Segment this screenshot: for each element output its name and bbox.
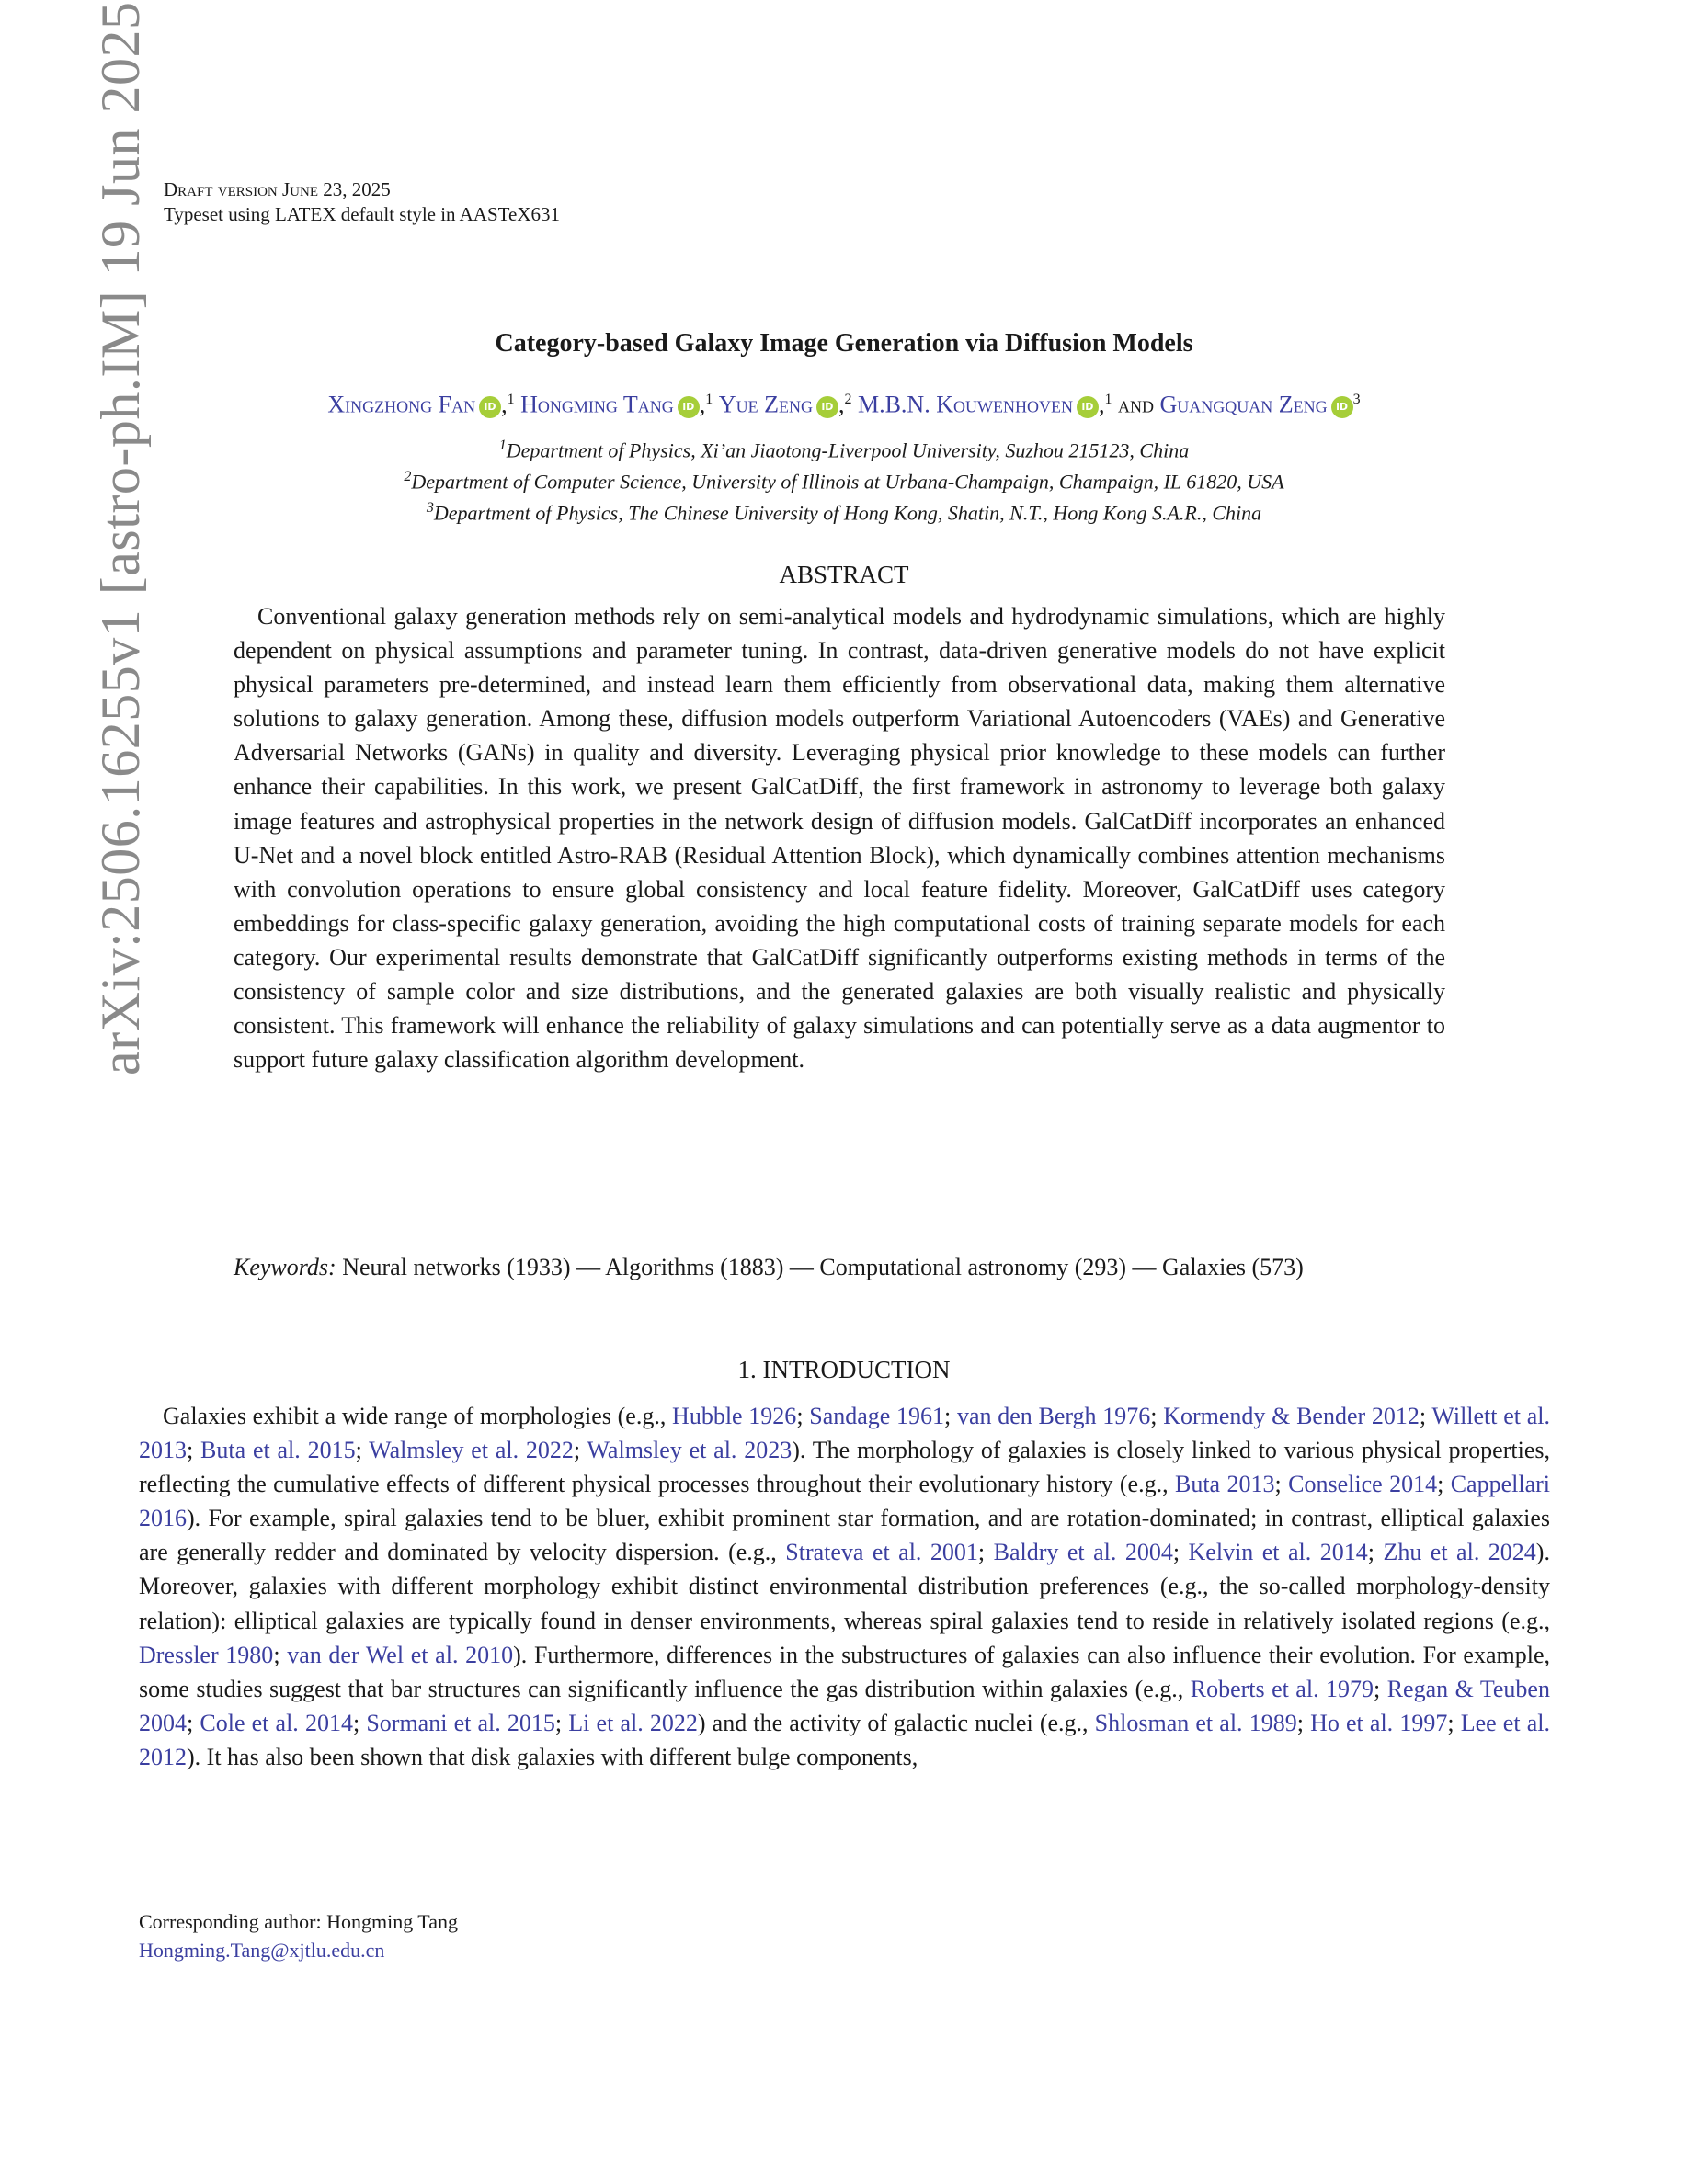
paragraph-text: ). Furthermore, differences in the substructures of galaxies can also influence their evolution. For example, some studies suggest that bar structures can significantly influence the gas distribution within galaxies (e.g., <box>139 1641 1550 1702</box>
author-name[interactable]: Hongming Tang <box>520 391 674 418</box>
keywords <box>234 1250 1445 1284</box>
affiliation <box>0 495 1688 527</box>
paragraph-text: ; <box>944 1403 957 1429</box>
paragraph-text: ; <box>573 1437 587 1464</box>
author-conjunction: and <box>1117 391 1154 418</box>
draft-version: Draft version June 23, 2025 <box>164 178 391 200</box>
paragraph-text: ; <box>796 1403 810 1429</box>
paragraph-text: ). For example, spiral galaxies tend to be bluer, exhibit prominent star formation, and are rotation-dominated; in contrast, elliptical galaxies are generally redder and dominated by velocity dispersion. (e.g., <box>139 1505 1550 1566</box>
citation-link[interactable]: Willett et al. 2013 <box>139 1403 1550 1464</box>
orcid-icon[interactable]: iD <box>1331 396 1353 418</box>
paragraph-text: ; <box>1447 1709 1461 1736</box>
paragraph-text: ). Moreover, galaxies with different morphology exhibit distinct environmental distribution preferences (e.g., the so-called morphology-density relation): elliptical galaxies are typically found in denser environments, whereas spiral galaxies tend to reside in relatively isolated regions (e.g., <box>139 1539 1550 1634</box>
paragraph-text: Galaxies exhibit a wide range of morphologies (e.g., <box>163 1403 673 1429</box>
section-heading-introduction: 1. INTRODUCTION <box>737 1356 951 1383</box>
affiliation-text: Department of Physics, Xi’an Jiaotong-Liverpool University, Suzhou 215123, China <box>506 438 1190 462</box>
citation-link[interactable]: Conselice 2014 <box>1288 1471 1438 1498</box>
citation-link[interactable]: van den Bergh 1976 <box>956 1403 1151 1429</box>
orcid-icon[interactable]: iD <box>816 396 838 418</box>
paragraph-text: ; <box>1374 1675 1387 1702</box>
author-name[interactable]: M.B.N. Kouwenhoven <box>857 391 1073 418</box>
citation-link[interactable]: Cole et al. 2014 <box>200 1709 353 1736</box>
citation-link[interactable]: Buta 2013 <box>1174 1471 1275 1498</box>
author-name[interactable]: Yue Zeng <box>718 391 813 418</box>
paragraph-text: ). The morphology of galaxies is closely linked to various physical properties, reflecting the cumulative effects of different physical processes throughout their evolutionary history (e.g., <box>139 1437 1550 1498</box>
paragraph-text: ; <box>1419 1403 1432 1429</box>
citation-link[interactable]: Baldry et al. 2004 <box>993 1539 1173 1566</box>
paragraph-text: ; <box>1172 1539 1189 1566</box>
paragraph-text: ; <box>1296 1709 1311 1736</box>
paragraph-text: ) and the activity of galactic nuclei (e.g., <box>697 1709 1095 1736</box>
citation-link[interactable]: Buta et al. 2015 <box>200 1437 356 1464</box>
citation-link[interactable]: Sandage 1961 <box>809 1403 945 1429</box>
citation-link[interactable]: Regan & Teuben 2004 <box>139 1675 1550 1736</box>
affiliation-marker: 3 <box>1352 392 1361 407</box>
affiliation-marker: 1 <box>507 392 515 407</box>
citation-link[interactable]: Walmsley et al. 2023 <box>587 1437 793 1464</box>
affiliation-marker: 2 <box>844 392 852 407</box>
author-name[interactable]: Guangquan Zeng <box>1159 391 1328 418</box>
affiliation-text: Department of Physics, The Chinese University of Hong Kong, Shatin, N.T., Hong Kong S.A.R., China <box>433 501 1262 525</box>
paragraph-text: ; <box>273 1641 288 1668</box>
citation-link[interactable]: Shlosman et al. 1989 <box>1094 1709 1297 1736</box>
author-list: Xingzhong Fan iD ,$^1$ Hongming Tang iD ,$^1$ Yue Zeng iD ,$^2$ M.B.N. Kouwenhoven iD ,$^1$ and Guangquan Zeng iD $^3$ <box>327 391 1361 418</box>
citation-link[interactable]: Strateva et al. 2001 <box>785 1539 978 1566</box>
affiliation-number: 1 <box>498 438 507 453</box>
keywords-label: Keywords: <box>234 1254 336 1280</box>
citation-link[interactable]: Lee et al. 2012 <box>139 1709 1550 1770</box>
orcid-icon[interactable]: iD <box>678 396 700 418</box>
typeset-note: Typeset using LATEX default style in AASTeX631 <box>164 203 561 225</box>
affiliation <box>0 432 1688 464</box>
abstract-text: Conventional galaxy generation methods rely on semi-analytical models and hydrodynamic simulations, which are highly dependent on physical assumptions and parameter tuning. In contrast, data-driven generative models do not have explicit physical parameters pre-determined, and instead learn them efficiently from observational data, making them alternative solutions to galaxy generation. Among these, diffusion models outperform Variational Autoencoders (VAEs) and Generative Adversarial Networks (GANs) in quality and diversity. Leveraging physical prior knowledge to these models can further enhance their capabilities. In this work, we present GalCatDiff, the first framework in astronomy to leverage both galaxy image features and astrophysical properties in the network design of diffusion models. GalCatDiff incorporates an enhanced U-Net and a novel block entitled Astro-RAB (Residual Attention Block), which dynamically combines attention mechanisms with convolution operations to ensure global consistency and local feature fidelity. Moreover, GalCatDiff uses category embeddings for class-specific galaxy generation, avoiding the high computational costs of training separate models for each category. Our experimental results demonstrate that GalCatDiff significantly outperforms existing methods in terms of the consistency of sample color and size distributions, and the generated galaxies are both visually realistic and physically consistent. This framework will enhance the reliability of galaxy simulations and can potentially serve as a data augmentor to support future galaxy classification algorithm development. <box>234 603 1445 1074</box>
paragraph-text: ; <box>1367 1539 1384 1566</box>
paragraph-text: ; <box>1150 1403 1164 1429</box>
affiliation-text: Department of Computer Science, University of Illinois at Urbana-Champaign, Champaign, IL 61820, USA <box>411 470 1284 494</box>
arxiv-identifier-stamp: arXiv:2506.16255v1 [astro-ph.IM] 19 Jun 2025 <box>90 1 151 1075</box>
paragraph-text: ; <box>1437 1471 1451 1498</box>
citation-link[interactable]: Zhu et al. 2024 <box>1383 1539 1536 1566</box>
citation-link[interactable]: Sormani et al. 2015 <box>366 1709 555 1736</box>
citation-link[interactable]: Kelvin et al. 2014 <box>1188 1539 1368 1566</box>
keywords-text: Neural networks (1933) — Algorithms (1883) — Computational astronomy (293) — Galaxies (573) <box>342 1254 1304 1280</box>
citation-link[interactable]: van der Wel et al. 2010 <box>287 1641 514 1668</box>
affiliation-marker: 1 <box>1104 392 1112 407</box>
affiliation-number: 3 <box>426 500 434 516</box>
paragraph-text: ; <box>1274 1471 1289 1498</box>
citation-link[interactable]: Roberts et al. 1979 <box>1190 1675 1374 1702</box>
citation-link[interactable]: Ho et al. 1997 <box>1310 1709 1448 1736</box>
citation-link[interactable]: Dressler 1980 <box>139 1641 274 1668</box>
paragraph-text: ; <box>554 1709 569 1736</box>
paragraph-text: ). It has also been shown that disk galaxies with different bulge components, <box>187 1743 918 1770</box>
citation-link[interactable]: Kormendy & Bender 2012 <box>1163 1403 1420 1429</box>
affiliation-number: 2 <box>404 469 412 484</box>
corresponding-email-link[interactable]: Hongming.Tang@xjtlu.edu.cn <box>139 1939 385 1962</box>
paper-title: Category-based Galaxy Image Generation via Diffusion Models <box>495 329 1193 358</box>
abstract-heading: ABSTRACT <box>779 561 909 588</box>
author-name[interactable]: Xingzhong Fan <box>327 391 476 418</box>
affiliation <box>0 463 1688 495</box>
citation-link[interactable]: Hubble 1926 <box>672 1403 797 1429</box>
citation-link[interactable]: Cappellari 2016 <box>139 1471 1551 1532</box>
corresponding-author: Corresponding author: Hongming Tang <box>139 1910 458 1933</box>
paragraph-text: ; <box>187 1437 201 1464</box>
citation-link[interactable]: Walmsley et al. 2022 <box>369 1437 574 1464</box>
orcid-icon[interactable]: iD <box>479 396 501 418</box>
paragraph-text: ; <box>352 1709 367 1736</box>
citation-link[interactable]: Li et al. 2022 <box>568 1709 698 1736</box>
paragraph-text: ; <box>977 1539 994 1566</box>
affiliation-marker: 1 <box>705 392 713 407</box>
introduction-paragraph <box>139 1399 1550 1774</box>
paragraph-text: ; <box>187 1709 200 1736</box>
orcid-icon[interactable]: iD <box>1077 396 1099 418</box>
paragraph-text: ; <box>355 1437 370 1464</box>
